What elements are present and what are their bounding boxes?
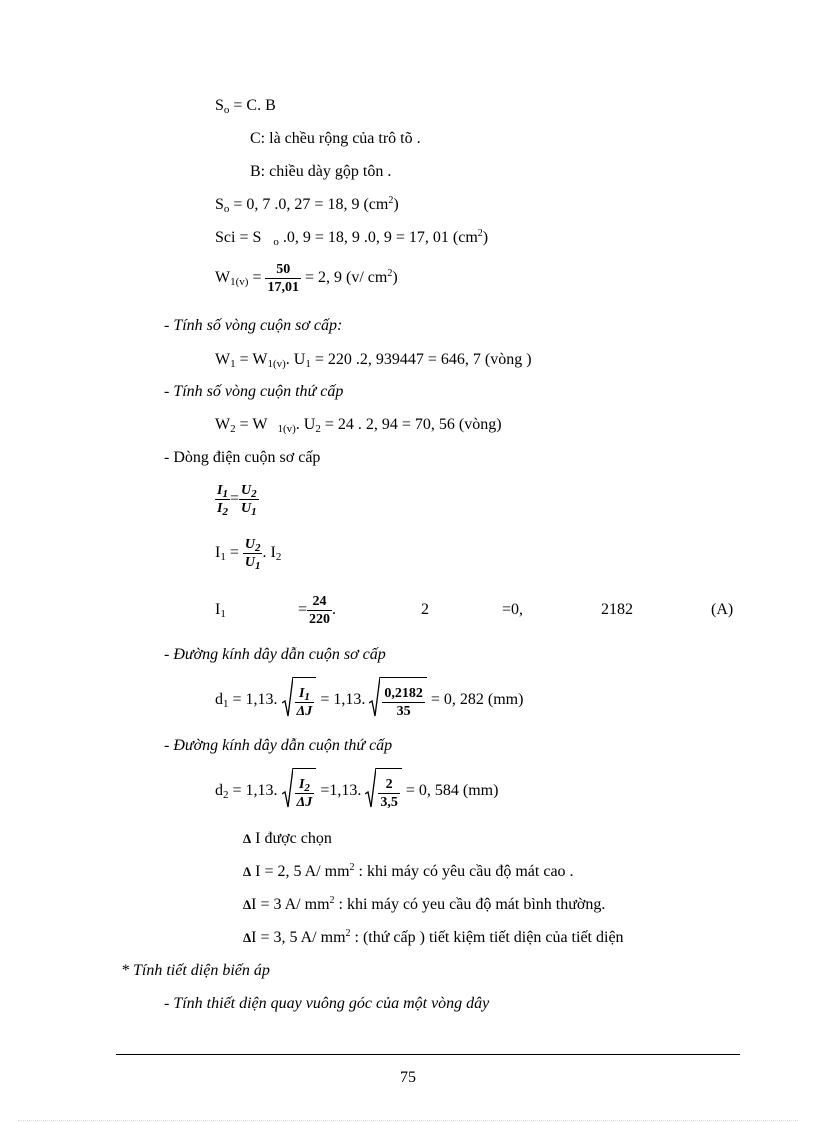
formula-i1: $I_1$ = $\frac{U_2}{U_1}$ . $I_2$ (215, 536, 282, 572)
square-root (369, 677, 427, 724)
delta-icon: Δ (243, 930, 252, 945)
fraction: $\frac{I_2}{\Delta J}$ (296, 776, 313, 810)
footer-rule (116, 1054, 740, 1055)
formula-sci: Sci = S $_o$ .0, 9 = 18, 9 .0, 9 = 17, 01 $(cm^2)$ (215, 228, 489, 248)
formula-i1-value-d: 2182 (601, 601, 633, 618)
formula-ratio: $\frac{I_1}{I_2}$ = $\frac{U_2}{U_1}$ (217, 482, 257, 518)
delta-normal-cooling: ΔI = 3 A/ $mm^2$ : khi máy có yeu cầu độ mát bình thường. (243, 895, 606, 913)
square-root (365, 768, 402, 815)
heading-turn-section: - Tính thiết diện quay vuông góc của một vòng dây (164, 995, 490, 1012)
formula-d2: $d_2 = 1,13$. $\frac{I_2}{\Delta J}$ =1,13. $\frac{2}{3,5}$ = 0, 584 (mm) (215, 768, 498, 815)
delta-high-cooling: Δ I = 2, 5 A/ $mm^2$ : khi máy có yêu cầu độ mát cao . (243, 862, 574, 880)
fraction: $\frac{U_2}{U_1}$ (240, 482, 257, 518)
fraction: $\frac{U_2}{U_1}$ (244, 536, 261, 572)
formula-d1: $d_1 = 1,13$. $\frac{I_1}{\Delta J}$ = 1,13. $\frac{0,2182}{35}$ = 0, 282 (mm) (215, 677, 523, 724)
definition-c: C: là chều rộng của trô tõ . (250, 130, 421, 147)
fraction: $\frac{50}{17,01}$ (267, 261, 299, 295)
square-root (282, 768, 317, 815)
fraction: $\frac{2}{3,5}$ (380, 776, 398, 810)
formula-i1-value-lhs: $I_1$ (215, 601, 226, 620)
definition-b: B: chiều dày gộp tôn . (250, 163, 392, 180)
delta-chosen: Δ I được chọn (243, 830, 332, 847)
delta-icon: Δ (243, 864, 252, 879)
formula-so-value: $S_o = 0$, 7 .0, 27 = 18, 9 $(cm^2)$ (215, 195, 399, 215)
heading-secondary-turns: - Tính số vòng cuộn thứ cấp (164, 383, 344, 400)
heading-primary-turns: - Tính số vòng cuộn sơ cấp: (164, 317, 343, 334)
page-number: 75 (400, 1069, 416, 1086)
formula-w2: $W_2 = W$ $_{1(v)}$. $U_2 = 24$ . 2, 94 = 70, 56 (vòng) (215, 416, 502, 435)
formula-i1-value-c: =0, (502, 601, 524, 618)
formula-w1: $W_1 = W_{1(v)}$. $U_1 = 220$ .2, 939447 = 646, 7 (vòng ) (215, 351, 532, 370)
fraction: $\frac{0,2182}{35}$ (384, 685, 423, 719)
formula-i1-value-b: 2 (421, 601, 429, 618)
formula-i1-value-unit: (A) (711, 601, 734, 618)
square-root (282, 677, 317, 724)
fraction: $\frac{I_1}{I_2}$ (217, 482, 228, 518)
page-edge-dots (18, 1120, 798, 1121)
formula-w1v: $W_{1(v)}$ = $\frac{50}{17,01}$ = 2, 9 (v/ $cm^2$) (215, 261, 398, 295)
fraction: $\frac{I_1}{\Delta J}$ (296, 685, 313, 719)
heading-primary-wire: - Đường kính dây dẫn cuộn sơ cấp (164, 646, 386, 663)
delta-icon: Δ (243, 897, 252, 912)
fraction: $\frac{24}{220}$ (309, 593, 331, 627)
heading-secondary-wire: - Đường kính dây dẫn cuộn thứ cấp (164, 737, 393, 754)
formula-i1-value-frac: = $\frac{24}{220}$ . (298, 593, 337, 627)
formula-so: $S_o = C$. B (215, 97, 276, 116)
heading-primary-current: - Dòng điện cuộn sơ cấp (164, 449, 321, 466)
delta-icon: Δ (243, 831, 252, 846)
heading-transformer-section: * Tính tiết diện biến áp (121, 962, 270, 979)
delta-saving: ΔI = 3, 5 A/ $mm^2$ : (thứ cấp ) tiết kiệm tiết diện của tiết diện (243, 928, 624, 946)
